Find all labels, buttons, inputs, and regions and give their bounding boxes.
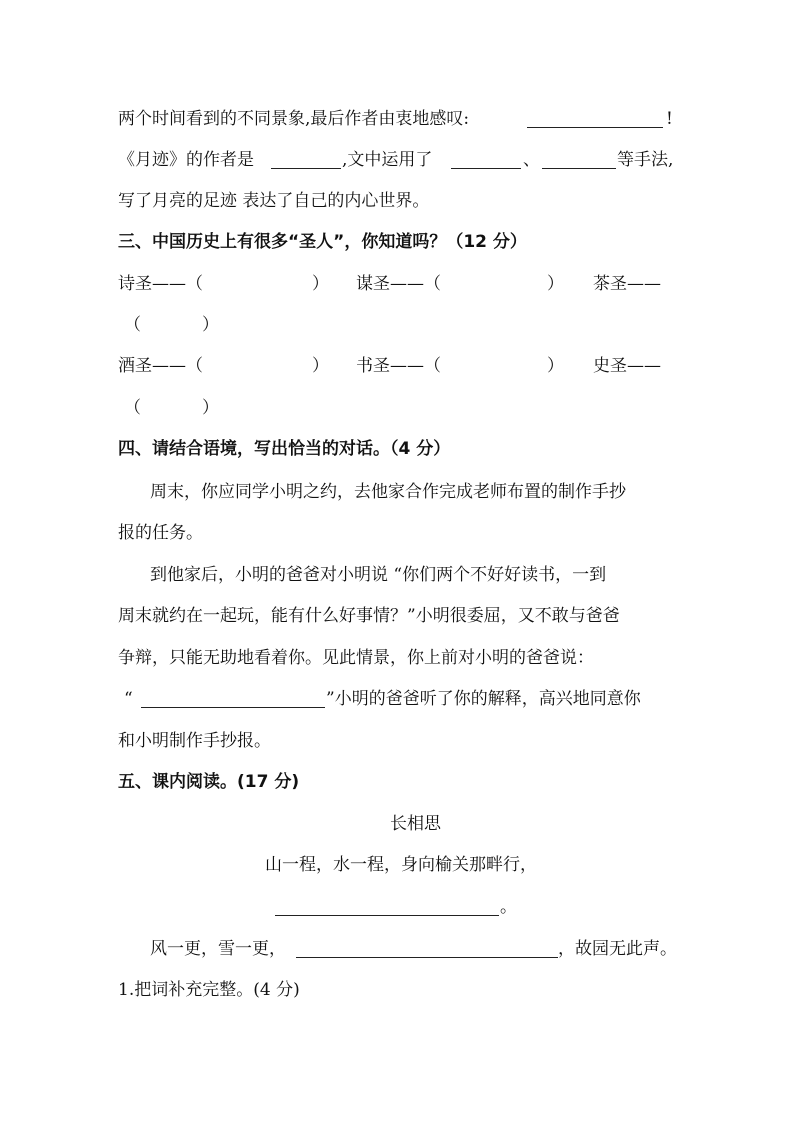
item-chasheng-close: ） <box>202 315 219 335</box>
item-chasheng-open: （ <box>124 315 141 335</box>
poem-l2-end: 。 <box>500 897 517 917</box>
blank-dialogue[interactable] <box>141 689 325 708</box>
para1-line2-a: 《月迹》的作者是 <box>118 150 254 170</box>
section5-q1-text: 1.把词补充完整。(4 分) <box>118 980 300 1000</box>
section3-heading-text: 三、中国历史上有很多“圣人”，你知道吗？（12 分） <box>118 232 527 252</box>
para1-line2-d: 等手法, <box>617 150 674 170</box>
blank-technique-2[interactable] <box>542 150 616 169</box>
section4-p2-l3: 争辩，只能无助地看着你。见此情景，你上前对小明的爸爸说： <box>118 648 594 668</box>
poem-l3-b: ，故园无此声。 <box>558 939 677 959</box>
item-shisheng2-label: 史圣—— <box>593 356 661 376</box>
section4-p2-l1: 到他家后，小明的爸爸对小明说 “你们两个不好好读书，一到 <box>150 565 607 585</box>
section4-heading-text: 四、请结合语境，写出恰当的对话。（4 分） <box>118 439 451 459</box>
item-jiusheng-close: ） <box>312 356 329 376</box>
section4-p2-l4-open: “ <box>124 689 133 709</box>
poem-l1-text: 山一程，水一程，身向榆关那畔行， <box>265 855 537 875</box>
item-mousheng-close: ） <box>547 274 564 294</box>
blank-author[interactable] <box>271 150 341 169</box>
section4-p1-l2: 报的任务。 <box>118 523 203 543</box>
para1-line1-text: 两个时间看到的不同景象,最后作者由衷地感叹: <box>118 109 470 129</box>
para1-line2-b: ,文中运用了 <box>342 150 433 170</box>
section4-p2-l5: 和小明制作手抄报。 <box>118 731 271 751</box>
item-shisheng2-close: ） <box>202 398 219 418</box>
section4-p2-l2: 周末就约在一起玩，能有什么好事情？”小明很委屈，又不敢与爸爸 <box>118 606 620 626</box>
item-shisheng-label: 诗圣——（ <box>118 274 203 294</box>
blank-technique-1[interactable] <box>451 150 521 169</box>
para1-line3-text: 写了月亮的足迹 表达了自己的内心世界。 <box>118 191 430 211</box>
item-shisheng2-open: （ <box>124 398 141 418</box>
item-shusheng-label: 书圣——（ <box>356 356 441 376</box>
item-shusheng-close: ） <box>547 356 564 376</box>
item-shisheng-close: ） <box>312 274 329 294</box>
para1-line2-c: 、 <box>523 150 540 170</box>
poem-l3-a: 风一更，雪一更， <box>150 939 286 959</box>
item-jiusheng-label: 酒圣——（ <box>118 356 203 376</box>
blank-exclamation[interactable] <box>527 109 663 128</box>
section4-p1-l1: 周末，你应同学小明之约，去他家合作完成老师布置的制作手抄 <box>150 482 626 502</box>
section5-heading-text: 五、课内阅读。(17 分) <box>118 772 300 792</box>
para1-line1-end: ! <box>666 109 673 129</box>
item-chasheng-label: 茶圣—— <box>593 274 661 294</box>
blank-poem-line2[interactable] <box>275 897 499 916</box>
poem-title: 长相思 <box>390 814 441 834</box>
section4-p2-l4-rest: ”小明的爸爸听了你的解释，高兴地同意你 <box>326 689 641 709</box>
item-mousheng-label: 谋圣——（ <box>356 274 441 294</box>
blank-poem-line3[interactable] <box>296 939 558 958</box>
